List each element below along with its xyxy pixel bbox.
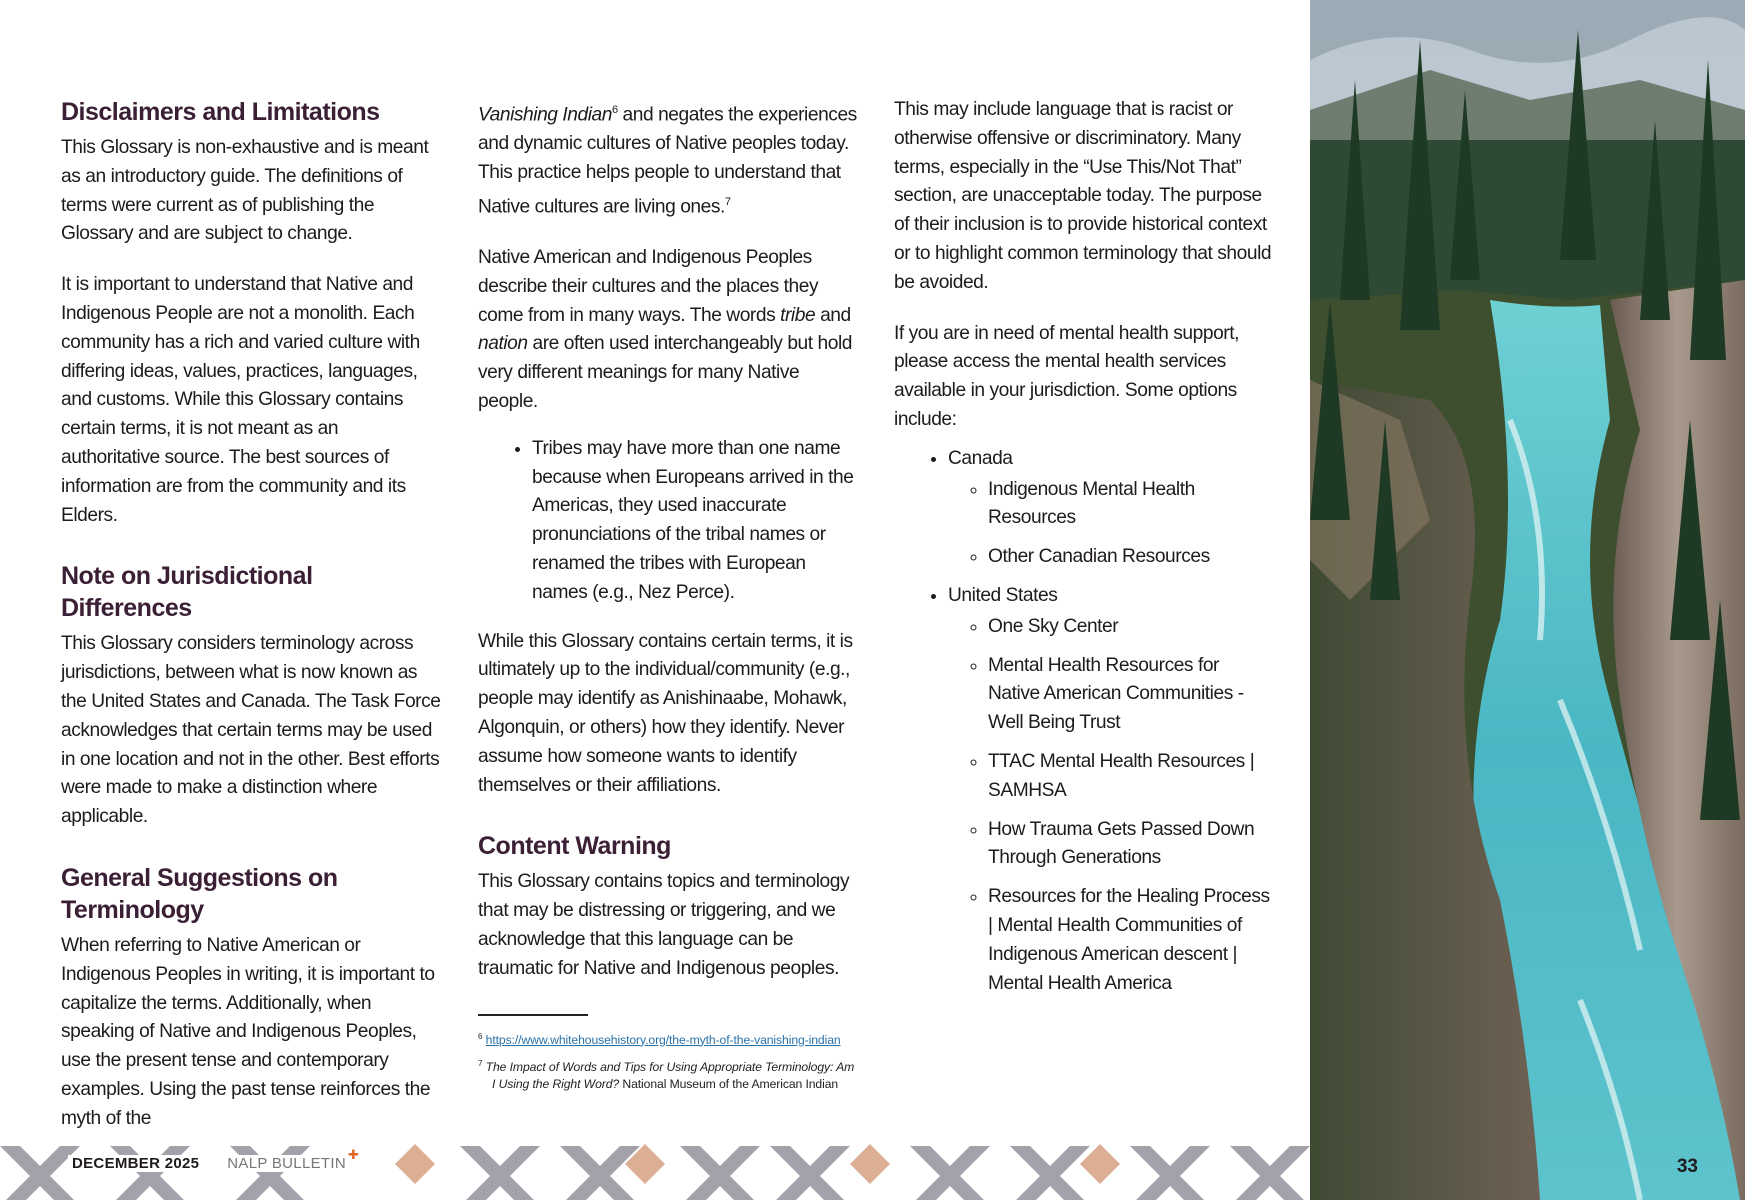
resource-link[interactable]: ◦ One Sky Center	[988, 613, 1274, 642]
publication-name: NALP BULLETIN	[227, 1155, 346, 1172]
term-tribe: tribe	[780, 304, 816, 326]
paragraph: While this Glossary contains certain terms, it is ultimately up to the individual/community (e.g., people may identify as Anishinaabe, Mohawk, Algonquin, or others) how they identify. Never assume how someone wants to identify themselves or their affiliations.	[478, 630, 853, 796]
list-item: • Tribes may have more than one name because when Europeans arrived in the Americas, they used inaccurate pronunciations of the tribal names or renamed the tribes with European names (e.g., Nez Perce).	[532, 435, 858, 608]
landscape-illustration	[1310, 0, 1745, 1200]
plus-icon: ✚	[347, 1147, 359, 1162]
canada-resources	[948, 476, 1274, 572]
paragraph: This Glossary considers terminology across jurisdictions, between what is now known as the United States and Canada. The Task Force acknowledges that certain terms may be used in one location and not in the other. Best efforts were made to make a distinction where applicable.	[61, 633, 441, 828]
term-nation: nation	[478, 333, 528, 355]
resource-list	[894, 445, 1274, 999]
issue-date: DECEMBER 2025	[68, 1155, 203, 1172]
paragraph: This Glossary contains topics and terminology that may be distressing or triggering, and we acknowledge that this language can be traumatic for Native and Indigenous peoples.	[478, 871, 850, 979]
vanishing-indian-term: Vanishing Indian	[478, 104, 612, 126]
paragraph: It is important to understand that Native and Indigenous People are not a monolith. Each community has a rich and varied culture with differing ideas, values, practices, languages, and customs. While this Glossary contains certain terms, it is not meant as an authoritative source. The best sources of information are from the community and its Elders.	[61, 274, 420, 526]
list-item-canada: • Canada ◦ Indigenous Mental Health Resources ◦ Other Canadian Resources	[948, 445, 1274, 572]
river-canyon-photo	[1310, 0, 1745, 1200]
footnote-ref[interactable]: 7	[724, 195, 731, 208]
list-item-united-states: • United States ◦ One Sky Center ◦ Mental Health Resources for Native American Communities - Well Being Trust ◦ TTAC Mental Health Resources | SAMHSA ◦ How Trauma Gets Passed Down Through Generations ◦ Resources for the Healing Process | Mental Health Communities of Indigenous American descent | Mental Health America	[948, 582, 1274, 998]
footer-text	[68, 1147, 359, 1172]
column-1	[61, 96, 441, 1156]
footnote-7: $^7$ The Impact of Words and Tips for Using Appropriate Terminology: Am I Using the Right Word? National Museum of the American Indian	[478, 1058, 855, 1091]
resource-link[interactable]: ◦ TTAC Mental Health Resources | SAMHSA	[988, 748, 1274, 806]
paragraph: When referring to Native American or Indigenous Peoples in writing, it is important to capitalize the terms. Additionally, when speaking of Native and Indigenous Peoples, use the present tense and contemporary examples. Using the past tense reinforces the myth of the	[61, 934, 435, 1129]
heading-content-warning: Content Warning	[478, 832, 671, 861]
paragraph: This may include language that is racist or otherwise offensive or discriminatory. Many terms, especially in the “Use This/Not That” section, are unacceptable today. The purpose of their inclusion is to provide historical context or to highlight common terminology that should be avoided.	[894, 99, 1272, 293]
page-number: 33	[1676, 1156, 1698, 1177]
resource-link[interactable]: ◦ Other Canadian Resources	[988, 543, 1274, 572]
paragraph: Native American and Indigenous Peoples describe their cultures and the places they come from in many ways. The words tribe and nation are often used interchangeably but hold very different meanings for many Native people.	[478, 246, 853, 412]
paragraph: This Glossary is non-exhaustive and is meant as an introductory guide. The definitions of terms were current as of publishing the Glossary and are subject to change.	[61, 137, 429, 245]
resource-link[interactable]: ◦ How Trauma Gets Passed Down Through Generations	[988, 816, 1274, 874]
bullet-list	[478, 435, 858, 608]
footnote-ref[interactable]: 6	[611, 104, 618, 116]
us-resources	[948, 613, 1274, 999]
footnote-link[interactable]: https://www.whitehousehistory.org/the-myth-of-the-vanishing-indian	[485, 1032, 841, 1047]
footnote-divider	[478, 1014, 588, 1016]
resource-link[interactable]: ◦ Mental Health Resources for Native American Communities - Well Being Trust	[988, 652, 1274, 738]
paragraph: Vanishing Indian$^6$ and negates the experiences and dynamic cultures of Native peoples today. This practice helps people to understand that Native cultures are living ones.$^7$	[478, 104, 857, 218]
paragraph: If you are in need of mental health support, please access the mental health services available in your jurisdiction. Some options include:	[894, 322, 1239, 430]
heading-disclaimers: Disclaimers and Limitations	[61, 98, 380, 126]
column-3	[894, 96, 1274, 1008]
column-2	[478, 96, 858, 1099]
resource-link[interactable]: ◦ Indigenous Mental Health Resources	[988, 476, 1274, 534]
heading-jurisdictional: Note on Jurisdictional Differences	[61, 562, 313, 623]
resource-link[interactable]: ◦ Resources for the Healing Process | Mental Health Communities of Indigenous American descent | Mental Health America	[988, 883, 1274, 998]
footer-pattern	[0, 1128, 1310, 1200]
heading-suggestions: General Suggestions on Terminology	[61, 863, 338, 924]
footnote-6: $^6$ https://www.whitehousehistory.org/the-myth-of-the-vanishing-indian	[478, 1031, 841, 1047]
